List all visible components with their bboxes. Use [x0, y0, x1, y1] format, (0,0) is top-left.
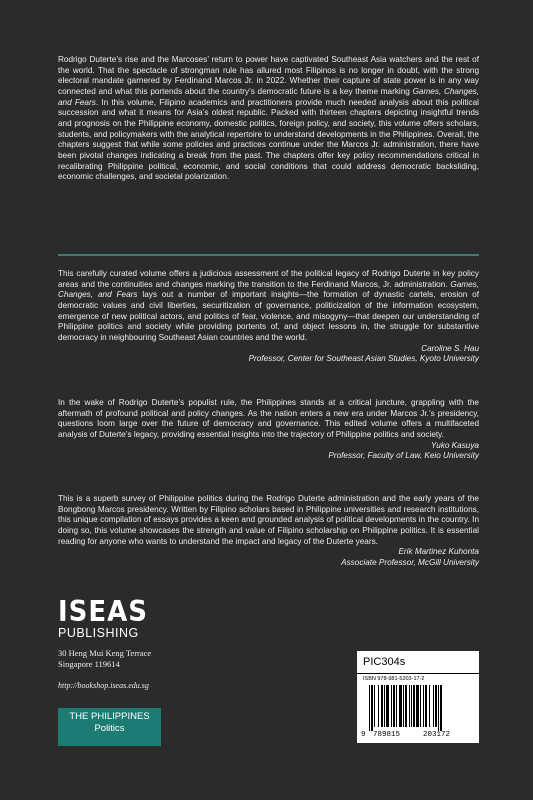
- barcode-icon: [357, 685, 479, 731]
- review-text: This is a superb survey of Philippine politics during the Rodrigo Duterte administration and the early years of the Bongbong Marcos presidency. Written by Filipino scholars based in Philippine universities and research institutions, this unique compilation of essays provides a keen and grounded analysis of political developments in the country. In doing so, this volume showcases the strength and value of Filipino scholarship on Philippine politics. It is essential reading for anyone who wants to understand the impact and legacy of the Duterte years.: [58, 494, 479, 546]
- review-hau: [58, 269, 479, 365]
- review-kasuya: [58, 398, 479, 462]
- publisher-address: 30 Heng Mui Keng Terrace Singapore 119614: [58, 648, 152, 670]
- review-kuhonta: [58, 494, 479, 569]
- barcode-panel: PIC304s ISBN 978-981-5203-17-2 9 789815 203172: [357, 651, 479, 743]
- reviewer-name: Caroline S. Hau: [421, 343, 479, 353]
- reviewer-name: Erik Martinez Kuhonta: [398, 547, 479, 557]
- logo-wordmark: ISEAS: [58, 595, 149, 629]
- reviewer-name: Yuko Kasuya: [431, 440, 479, 450]
- logo-subtitle: PUBLISHING: [58, 626, 139, 640]
- review-book-title: Games, Changes, and Fears: [58, 279, 479, 300]
- review-text: This carefully curated volume offers a judicious assessment of the political legacy of Rodrigo Duterte in key policy areas and the continuities and changes marking the transition to the Ferdinand Marcos, Jr. administration. Games, Changes, and Fears lays out a number of important insights—the formation of dynastic cartels, erosion of democratic values and civil liberties, securitization of governance, politicization of the information ecosystem, emergence of new political actors, and politics of fear, violence, and misogyny—that deepen our understanding of Philippine politics and society while providing portents of, and object lessons in, the struggle for substantive democracy in neighbouring Southeast Asian countries and the world.: [58, 269, 480, 342]
- publisher-logo: [58, 595, 149, 640]
- section-divider: [58, 254, 479, 256]
- reviewer-title: Professor, Center for Southeast Asian Studies, Kyoto University: [248, 354, 479, 364]
- reviewer-title: Associate Professor, McGill University: [341, 557, 479, 567]
- subject-label: THE PHILIPPINES Politics: [58, 708, 161, 746]
- publisher-url: http://bookshop.iseas.edu.sg: [58, 681, 149, 690]
- isbn-text: ISBN 978-981-5203-17-2: [363, 676, 425, 682]
- cover-blurb: Rodrigo Duterte’s rise and the Marcoses’ return to power have captivated Southeast Asia watchers and the rest of the world. That the spectacle of strongman rule has allured most Filipinos is no longer in doubt, with the strong electoral mandate garnered by Ferdinand Marcos Jr. in 2022. Whether their capture of state power is in any way connected and what this portends about the country’s democratic future is a key theme marking Games, Changes, and Fears. In this volume, Filipino academics and practitioners provide much needed analysis about this political succession and what it means for Asia’s oldest republic. Packed with thirteen chapters depicting insightful trends and prognosis on the Philippine economy, domestic politics, foreign policy, and society, this volume offers scholars, students, and policymakers with the analytical repertoire to understand developments in the Philippines. Overall, the chapters suggest that while some policies and practices continue under the Marcos Jr. administration, there have been pivotal changes indicating a break from the past. The chapters offer key policy recommendations critical in recalibrating Philippine political, economic, and social conditions that could address democratic backsliding, economic challenges, and societal polarization.: [58, 55, 479, 182]
- product-code: PIC304s: [363, 656, 406, 668]
- review-text: In the wake of Rodrigo Duterte’s populist rule, the Philippines stands at a critical juncture, grappling with the aftermath of profound political and policy changes. As the nation enters a new era under Marcos Jr.’s presidency, questions loom large over the future of democracy and governance. This edited volume offers a multifaceted analysis of Duterte’s legacy, providing essential insights into the trajectory of Philippine politics and society.: [58, 398, 479, 439]
- blurb-book-title: Games, Changes, and Fears: [58, 86, 479, 107]
- reviewer-title: Professor, Faculty of Law, Keio University: [328, 451, 479, 461]
- product-code-rule: [357, 673, 479, 674]
